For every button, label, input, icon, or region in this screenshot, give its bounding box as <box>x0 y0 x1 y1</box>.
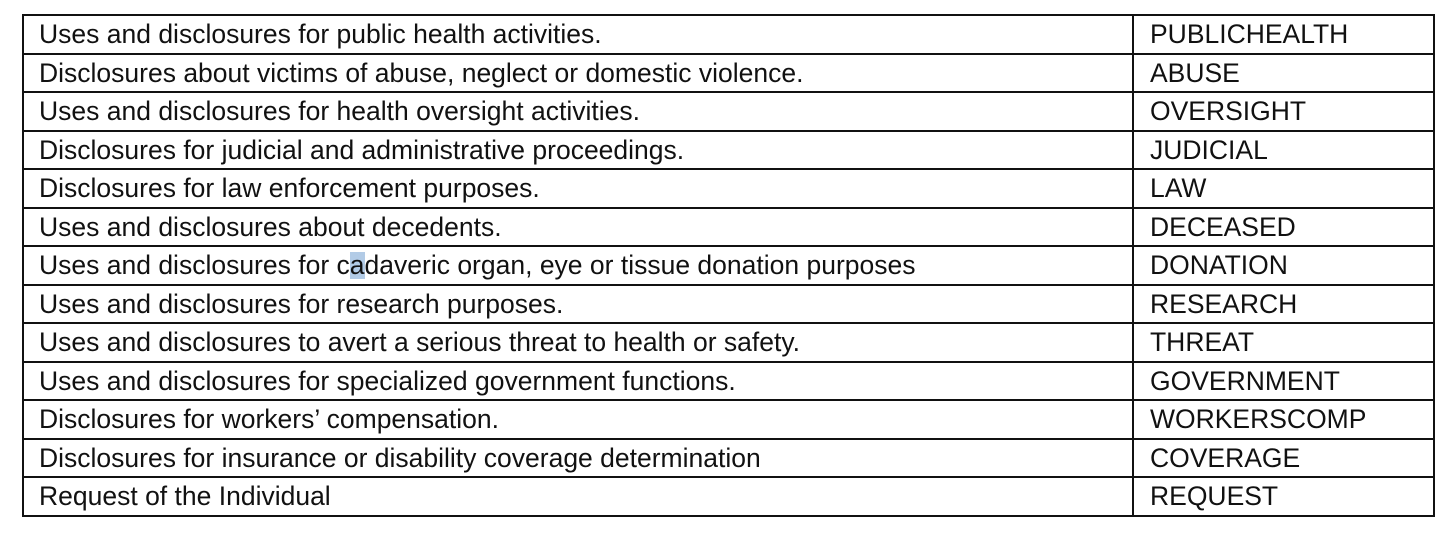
description-cell[interactable]: Disclosures for insurance or disability coverage determination <box>23 439 1133 478</box>
text-cursor-highlight: a <box>349 250 365 280</box>
description-cell[interactable]: Uses and disclosures for public health activities. <box>23 15 1133 54</box>
table-row <box>23 208 1434 247</box>
table-row <box>23 246 1434 285</box>
table-row <box>23 169 1434 208</box>
table-row <box>23 400 1434 439</box>
description-cell[interactable]: Uses and disclosures to avert a serious threat to health or safety. <box>23 323 1133 362</box>
code-cell[interactable]: THREAT <box>1133 323 1434 362</box>
code-cell[interactable]: DECEASED <box>1133 208 1434 247</box>
code-cell[interactable]: JUDICIAL <box>1133 131 1434 170</box>
code-cell[interactable]: RESEARCH <box>1133 285 1434 324</box>
description-cell[interactable]: Disclosures for judicial and administrative proceedings. <box>23 131 1133 170</box>
table-row <box>23 92 1434 131</box>
table-row <box>23 362 1434 401</box>
code-cell[interactable]: PUBLICHEALTH <box>1133 15 1434 54</box>
table-row <box>23 477 1434 516</box>
description-cell[interactable]: Uses and disclosures about decedents. <box>23 208 1133 247</box>
description-cell[interactable]: Disclosures for workers’ compensation. <box>23 400 1133 439</box>
code-cell[interactable]: LAW <box>1133 169 1434 208</box>
code-cell[interactable]: COVERAGE <box>1133 439 1434 478</box>
table-row <box>23 439 1434 478</box>
code-cell[interactable]: REQUEST <box>1133 477 1434 516</box>
table-row <box>23 15 1434 54</box>
table-row <box>23 323 1434 362</box>
description-cell[interactable]: Disclosures about victims of abuse, neglect or domestic violence. <box>23 54 1133 93</box>
description-cell-with-cursor[interactable]: Uses and disclosures for cadaveric organ, eye or tissue donation purposes <box>23 246 1133 285</box>
code-cell[interactable]: GOVERNMENT <box>1133 362 1434 401</box>
disclosure-codes-table <box>22 14 1435 517</box>
code-cell[interactable]: DONATION <box>1133 246 1434 285</box>
table-row <box>23 131 1434 170</box>
table-row <box>23 54 1434 93</box>
code-cell[interactable]: OVERSIGHT <box>1133 92 1434 131</box>
description-cell[interactable]: Uses and disclosures for health oversight activities. <box>23 92 1133 131</box>
description-cell[interactable]: Request of the Individual <box>23 477 1133 516</box>
description-cell[interactable]: Uses and disclosures for research purposes. <box>23 285 1133 324</box>
description-cell[interactable]: Disclosures for law enforcement purposes. <box>23 169 1133 208</box>
disclosure-codes-table-container <box>22 14 1433 517</box>
table-row <box>23 285 1434 324</box>
description-cell[interactable]: Uses and disclosures for specialized government functions. <box>23 362 1133 401</box>
code-cell[interactable]: WORKERSCOMP <box>1133 400 1434 439</box>
code-cell[interactable]: ABUSE <box>1133 54 1434 93</box>
